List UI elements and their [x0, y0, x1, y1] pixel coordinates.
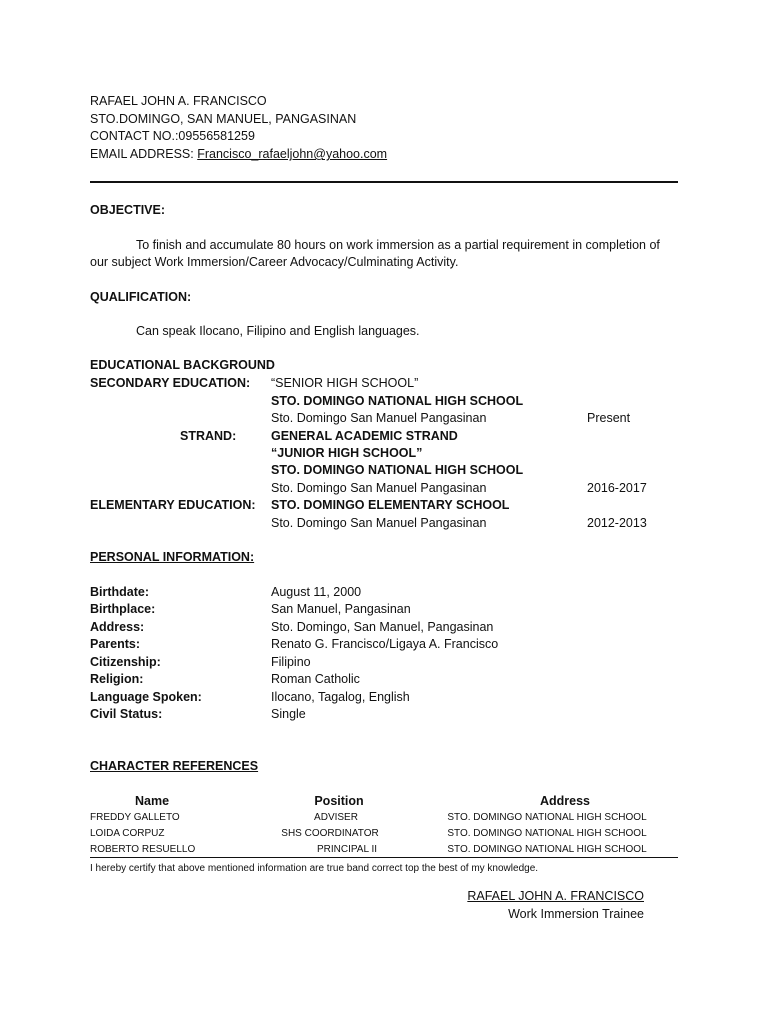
certification-statement: I hereby certify that above mentioned information are true band correct top the best of my knowledge.	[90, 863, 539, 874]
personal-value-civil-status: Single	[271, 707, 306, 721]
objective-line-2: our subject Work Immersion/Career Advocacy/Culminating Activity.	[90, 255, 459, 269]
shs-school: STO. DOMINGO NATIONAL HIGH SCHOOL	[271, 394, 524, 408]
signature-title: Work Immersion Trainee	[508, 907, 644, 921]
applicant-contact: CONTACT NO.:09556581259	[90, 129, 255, 143]
personal-label-address: Address:	[90, 620, 145, 634]
qualification-text: Can speak Ilocano, Filipino and English languages.	[136, 324, 420, 338]
reference-name-2: LOIDA CORPUZ	[90, 828, 165, 839]
elementary-school: STO. DOMINGO ELEMENTARY SCHOOL	[271, 498, 510, 512]
applicant-email	[90, 146, 387, 163]
personal-label-parents: Parents:	[90, 637, 141, 651]
jhs-school: STO. DOMINGO NATIONAL HIGH SCHOOL	[271, 463, 524, 477]
education-heading: EDUCATIONAL BACKGROUND	[90, 358, 275, 372]
reference-name-3: ROBERTO RESUELLO	[90, 844, 196, 855]
jhs-address: Sto. Domingo San Manuel Pangasinan	[271, 481, 487, 495]
elementary-year: 2012-2013	[587, 516, 647, 530]
references-col-position: Position	[314, 794, 364, 808]
applicant-name: RAFAEL JOHN A. FRANCISCO	[90, 94, 267, 108]
shs-year: Present	[587, 411, 631, 425]
references-heading: CHARACTER REFERENCES	[90, 759, 259, 773]
references-col-address: Address	[539, 794, 591, 808]
objective-line-1: To finish and accumulate 80 hours on work immersion as a partial requirement in completion of	[136, 238, 660, 252]
reference-address-1: STO. DOMINGO NATIONAL HIGH SCHOOL	[447, 812, 647, 823]
reference-address-2: STO. DOMINGO NATIONAL HIGH SCHOOL	[447, 828, 647, 839]
personal-info-heading: PERSONAL INFORMATION:	[90, 550, 255, 564]
objective-heading: OBJECTIVE:	[90, 203, 166, 217]
qualification-heading: QUALIFICATION:	[90, 290, 192, 304]
signature-name: RAFAEL JOHN A. FRANCISCO	[467, 889, 644, 903]
jhs-year: 2016-2017	[587, 481, 647, 495]
email-link[interactable]: Francisco_rafaeljohn@yahoo.com	[197, 147, 388, 161]
strand-label: STRAND:	[180, 429, 237, 443]
elementary-address: Sto. Domingo San Manuel Pangasinan	[271, 516, 487, 530]
reference-position-2: SHS COORDINATOR	[281, 828, 379, 839]
shs-title: “SENIOR HIGH SCHOOL”	[271, 376, 419, 390]
personal-label-civil-status: Civil Status:	[90, 707, 163, 721]
personal-value-parents: Renato G. Francisco/Ligaya A. Francisco	[271, 637, 499, 651]
personal-label-language: Language Spoken:	[90, 690, 202, 704]
applicant-address: STO.DOMINGO, SAN MANUEL, PANGASINAN	[90, 112, 357, 126]
email-label: EMAIL ADDRESS:	[90, 147, 198, 161]
reference-address-3: STO. DOMINGO NATIONAL HIGH SCHOOL	[447, 844, 647, 855]
personal-value-religion: Roman Catholic	[271, 672, 360, 686]
shs-address: Sto. Domingo San Manuel Pangasinan	[271, 411, 487, 425]
personal-label-citizenship: Citizenship:	[90, 655, 161, 669]
references-divider	[90, 857, 678, 858]
personal-value-language: Ilocano, Tagalog, English	[271, 690, 410, 704]
reference-position-1: ADVISER	[314, 812, 358, 823]
elementary-education-label: ELEMENTARY EDUCATION:	[90, 498, 256, 512]
jhs-title: “JUNIOR HIGH SCHOOL”	[271, 446, 423, 460]
reference-name-1: FREDDY GALLETO	[90, 812, 180, 823]
personal-value-birthdate: August 11, 2000	[271, 585, 362, 599]
personal-label-religion: Religion:	[90, 672, 144, 686]
references-col-name: Name	[134, 794, 170, 808]
personal-value-birthplace: San Manuel, Pangasinan	[271, 602, 411, 616]
personal-value-address: Sto. Domingo, San Manuel, Pangasinan	[271, 620, 494, 634]
reference-position-3: PRINCIPAL II	[316, 844, 378, 855]
personal-label-birthdate: Birthdate:	[90, 585, 150, 599]
secondary-education-label: SECONDARY EDUCATION:	[90, 376, 251, 390]
strand-value: GENERAL ACADEMIC STRAND	[271, 429, 458, 443]
personal-label-birthplace: Birthplace:	[90, 602, 156, 616]
header-divider	[90, 181, 678, 183]
personal-value-citizenship: Filipino	[271, 655, 311, 669]
